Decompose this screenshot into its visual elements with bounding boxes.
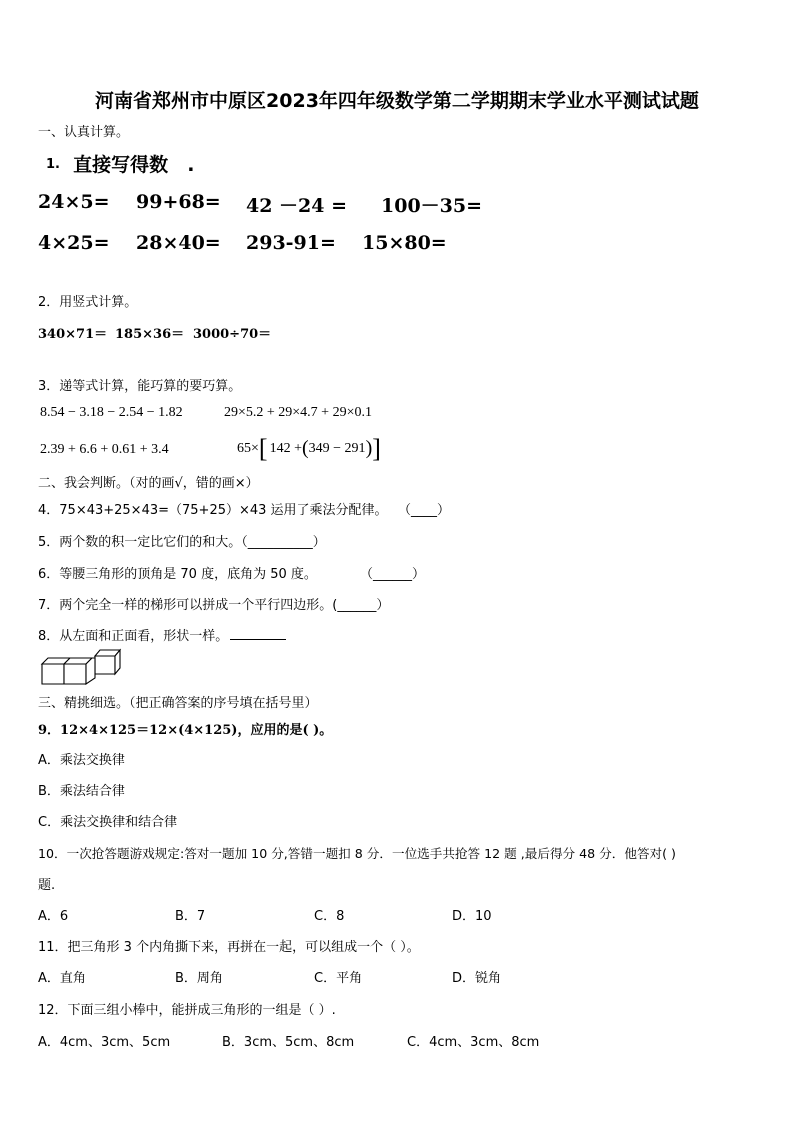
q3-formula: 8.54 − 3.18 − 2.54 − 1.82 xyxy=(40,405,183,420)
q1-row1-item: 24×5= xyxy=(38,191,110,213)
q5-text: 5．两个数的积一定比它们的和大。（__________） xyxy=(38,535,326,550)
q10-option-d[interactable]: D．10 xyxy=(452,909,492,924)
q8-label: 8．从左面和正面看，形状一样。 xyxy=(38,629,229,644)
bracket-close: ] xyxy=(372,433,381,463)
q9-option-a[interactable]: A．乘法交换律 xyxy=(38,753,125,768)
q2-label: 2．用竖式计算。 xyxy=(38,295,138,310)
q3-formula-prefix: 65× xyxy=(237,440,259,456)
q3-formula: 2.39 + 6.6 + 0.61 + 3.4 xyxy=(40,442,169,457)
q3-formula-bracketed xyxy=(237,433,381,463)
q9-text: 9．12×4×125＝12×(4×125)，应用的是( )。 xyxy=(38,723,333,738)
q6-text: 6．等腰三角形的顶角是 70 度，底角为 50 度。 xyxy=(38,567,317,582)
q9-option-b[interactable]: B．乘法结合律 xyxy=(38,784,125,799)
q3-formula-inner: 142 + xyxy=(269,440,302,456)
cube-left-front-face xyxy=(42,664,64,684)
q1-row1-item: 42 －24 = xyxy=(246,195,348,217)
q9-option-c[interactable]: C．乘法交换律和结合律 xyxy=(38,815,178,830)
q11-text: 11．把三角形 3 个内角撕下来，再拼在一起，可以组成一个（ ）。 xyxy=(38,940,420,955)
q2-item: 185×36＝ xyxy=(115,327,185,342)
cube-mid-front-face xyxy=(64,664,86,684)
q12-text: 12．下面三组小棒中，能拼成三角形的一组是（ ）. xyxy=(38,1003,336,1018)
q4-text: 4．75×43+25×43=（75+25）×43 运用了乘法分配律。 xyxy=(38,503,388,518)
section-2-heading: 二、我会判断。（对的画√，错的画×） xyxy=(38,476,259,491)
q1-number: 1. xyxy=(46,157,60,172)
cube-back-front-face xyxy=(95,656,115,674)
q1-row2-item: 293-91= xyxy=(246,232,336,254)
section-1-heading: 一、认真计算。 xyxy=(38,125,130,140)
q1-label: 直接写得数 xyxy=(73,154,169,176)
paren-close: ) xyxy=(365,437,373,459)
q11-option-b[interactable]: B．周角 xyxy=(175,971,223,986)
q3-formula: 29×5.2 + 29×4.7 + 29×0.1 xyxy=(224,405,372,420)
q1-header xyxy=(46,150,194,177)
q1-row2-item: 4×25= xyxy=(38,232,110,254)
q10-option-c[interactable]: C．8 xyxy=(314,909,345,924)
q7-text: 7．两个完全一样的梯形可以拼成一个平行四边形。(______） xyxy=(38,598,390,613)
q3-label: 3．递等式计算，能巧算的要巧算。 xyxy=(38,379,242,394)
q11-option-c[interactable]: C．平角 xyxy=(314,971,363,986)
q2-item: 340×71＝ xyxy=(38,327,108,342)
q3-formula-inner2: 349 − 291 xyxy=(308,440,366,456)
q11-option-d[interactable]: D．锐角 xyxy=(452,971,502,986)
q10-option-a[interactable]: A．6 xyxy=(38,909,69,924)
section-3-heading: 三、精挑细选。（把正确答案的序号填在括号里） xyxy=(38,696,318,711)
paren-open: ( xyxy=(301,437,309,459)
cube-mid-side-face xyxy=(86,658,95,684)
q1-dot: . xyxy=(187,154,195,176)
page-title: 河南省郑州市中原区2023年四年级数学第二学期期末学业水平测试试题 xyxy=(95,90,699,112)
q12-option-a[interactable]: A．4cm、3cm、5cm xyxy=(38,1035,171,1050)
cubes-figure xyxy=(40,646,126,688)
q10-text-cont: 题. xyxy=(38,878,56,893)
q10-text: 10．一次抢答题游戏规定:答对一题加 10 分,答错一题扣 8 分．一位选手共抢答 12 题 ,最后得分 48 分．他答对( ) xyxy=(38,846,676,861)
q10-option-b[interactable]: B．7 xyxy=(175,909,206,924)
q1-row1-item: 100－35= xyxy=(381,195,483,217)
q12-option-b[interactable]: B．3cm、5cm、8cm xyxy=(222,1035,355,1050)
q6-answer-blank[interactable]: （______） xyxy=(360,567,426,582)
q11-option-a[interactable]: A．直角 xyxy=(38,971,86,986)
q8-answer-blank[interactable] xyxy=(230,627,286,640)
q8-text xyxy=(38,625,286,644)
q4-answer-blank[interactable]: （____） xyxy=(398,503,451,518)
bracket-open: [ xyxy=(258,433,268,463)
q1-row2-item: 15×80= xyxy=(362,232,447,254)
q12-option-c[interactable]: C．4cm、3cm、8cm xyxy=(407,1035,540,1050)
q2-item: 3000÷70＝ xyxy=(193,327,272,342)
q1-row2-item: 28×40= xyxy=(136,232,221,254)
q1-row1-item: 99+68= xyxy=(136,191,221,213)
